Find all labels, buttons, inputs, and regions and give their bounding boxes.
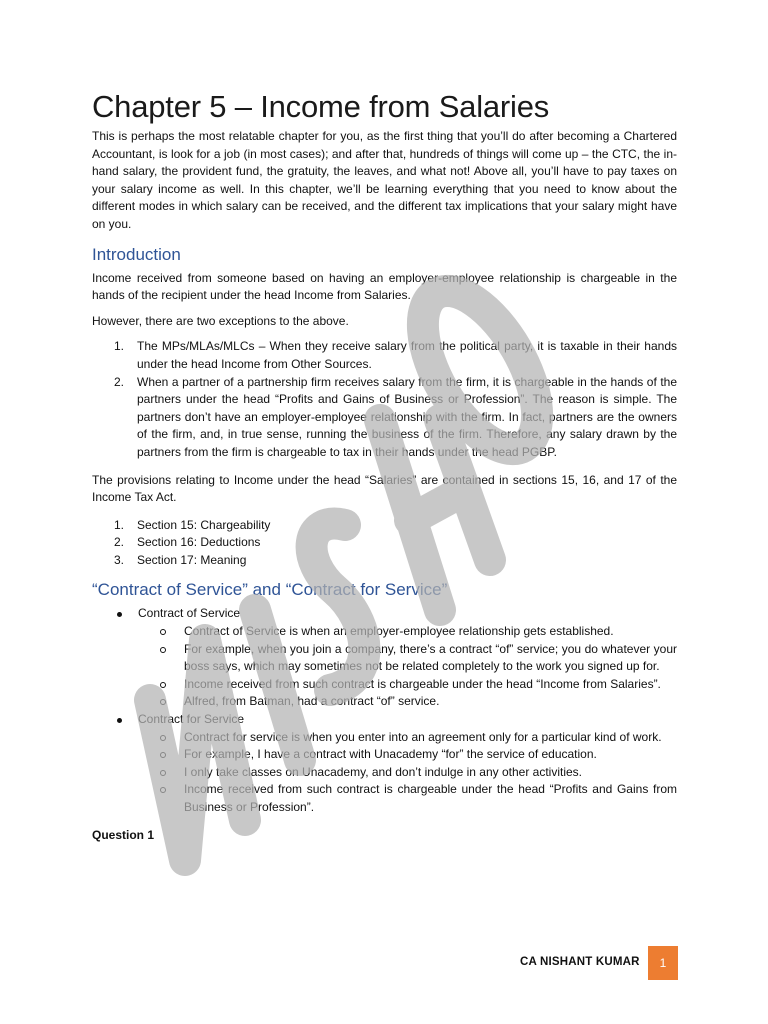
footer-author: CA NISHANT KUMAR [520, 956, 640, 968]
circle-bullet-icon [160, 735, 166, 741]
sub-list-item-text: For example, I have a contract with Unacademy “for” the service of education. [184, 747, 597, 762]
exceptions-list [92, 338, 677, 461]
circle-bullet-icon [160, 629, 166, 635]
document-page [92, 88, 677, 844]
page-number-badge: 1 [648, 946, 678, 980]
sub-list-item [138, 764, 677, 782]
page-title: Chapter 5 – Income from Salaries [92, 89, 550, 124]
contract-heading: “Contract of Service” and “Contract for Service” [92, 580, 448, 600]
sub-list-item [138, 729, 677, 747]
page-footer [520, 946, 678, 982]
sub-list-item [138, 693, 677, 711]
sub-list-item [138, 641, 677, 676]
sub-list-item-text: For example, when you join a company, there’s a contract “of” service; you do whatever your boss says, which may sometimes not be related completely to the work you signed up for. [184, 641, 677, 674]
list-number: 1. [114, 517, 125, 532]
list-number: 3. [114, 552, 125, 567]
intro-paragraph: This is perhaps the most relatable chapter for you, as the first thing that you’ll do after becoming a Chartered Accountant, is look for a job (in most cases); and after that, hundreds of things will come up – the CTC, the in-hand salary, the provident fund, the gratuity, the leaves, and what not! Above all, you’ll have to pay taxes on your salary income as well. In this chapter, we’ll be learning everything that you need to know about the different modes in which salary can be received, and the different tax implications that your salary might have on you. [92, 129, 677, 231]
list-item-text: Section 15: Chargeability [137, 517, 271, 532]
list-item [92, 711, 677, 817]
sub-list [138, 729, 677, 817]
sub-list-item [138, 781, 677, 816]
introduction-paragraph-1: Income received from someone based on having an employer-employee relationship is chargeable in the hands of the recipient under the head Income from Salaries. [92, 270, 677, 303]
list-number: 2. [114, 374, 125, 389]
circle-bullet-icon [160, 752, 166, 758]
list-item [92, 605, 677, 711]
sub-list-item-text: Contract for service is when you enter into an agreement only for a particular kind of work. [184, 729, 662, 744]
list-item [92, 338, 677, 373]
list-number: 1. [114, 339, 125, 354]
sub-list-item-text: Alfred, from Batman, had a contract “of” service. [184, 694, 440, 709]
bullet-icon [117, 718, 122, 723]
list-item-text: Section 17: Meaning [137, 552, 247, 567]
list-item-text: The MPs/MLAs/MLCs – When they receive salary from the political party, it is taxable in their hands under the head Income from Other Sources. [137, 339, 677, 371]
list-number: 2. [114, 535, 125, 550]
bullet-label: Contract for Service [138, 712, 245, 727]
list-item [92, 534, 677, 552]
sub-list [138, 623, 677, 711]
introduction-heading: Introduction [92, 244, 181, 264]
sections-list [92, 517, 677, 570]
introduction-paragraph-3: The provisions relating to Income under the head “Salaries” are contained in sections 15, 16, and 17 of the Income Tax Act. [92, 472, 677, 505]
question-label: Question 1 [92, 827, 155, 842]
circle-bullet-icon [160, 699, 166, 705]
sub-list-item-text: Contract of Service is when an employer-employee relationship gets established. [184, 624, 614, 639]
list-item [92, 552, 677, 570]
list-item-text: Section 16: Deductions [137, 535, 261, 550]
circle-bullet-icon [160, 770, 166, 776]
bullet-icon [117, 612, 122, 617]
sub-list-item-text: Income received from such contract is chargeable under the head “Income from Salaries”. [184, 676, 661, 691]
circle-bullet-icon [160, 787, 166, 793]
sub-list-item [138, 746, 677, 764]
contract-list [92, 605, 677, 816]
sub-list-item [138, 623, 677, 641]
list-item-text: When a partner of a partnership firm receives salary from the firm, it is chargeable in the hands of the partners under the head “Profits and Gains of Business or Profession”. The reason is simple. The partners don’t have an employer-employee relationship with the firm. In fact, partners are the owners of the firm, and, in true sense, running the business of the firm. Therefore, any salary drawn by the partners from the firm is chargeable to tax in their hands under the head PGBP. [137, 374, 677, 459]
circle-bullet-icon [160, 647, 166, 653]
sub-list-item-text: Income received from such contract is chargeable under the head “Profits and Gains from Business or Profession”. [184, 782, 677, 814]
bullet-label: Contract of Service [138, 606, 241, 621]
introduction-paragraph-2: However, there are two exceptions to the above. [92, 313, 349, 328]
sub-list-item [138, 676, 677, 694]
sub-list-item-text: I only take classes on Unacademy, and don’t indulge in any other activities. [184, 764, 583, 779]
list-item [92, 374, 677, 462]
list-item [92, 517, 677, 535]
circle-bullet-icon [160, 682, 166, 688]
